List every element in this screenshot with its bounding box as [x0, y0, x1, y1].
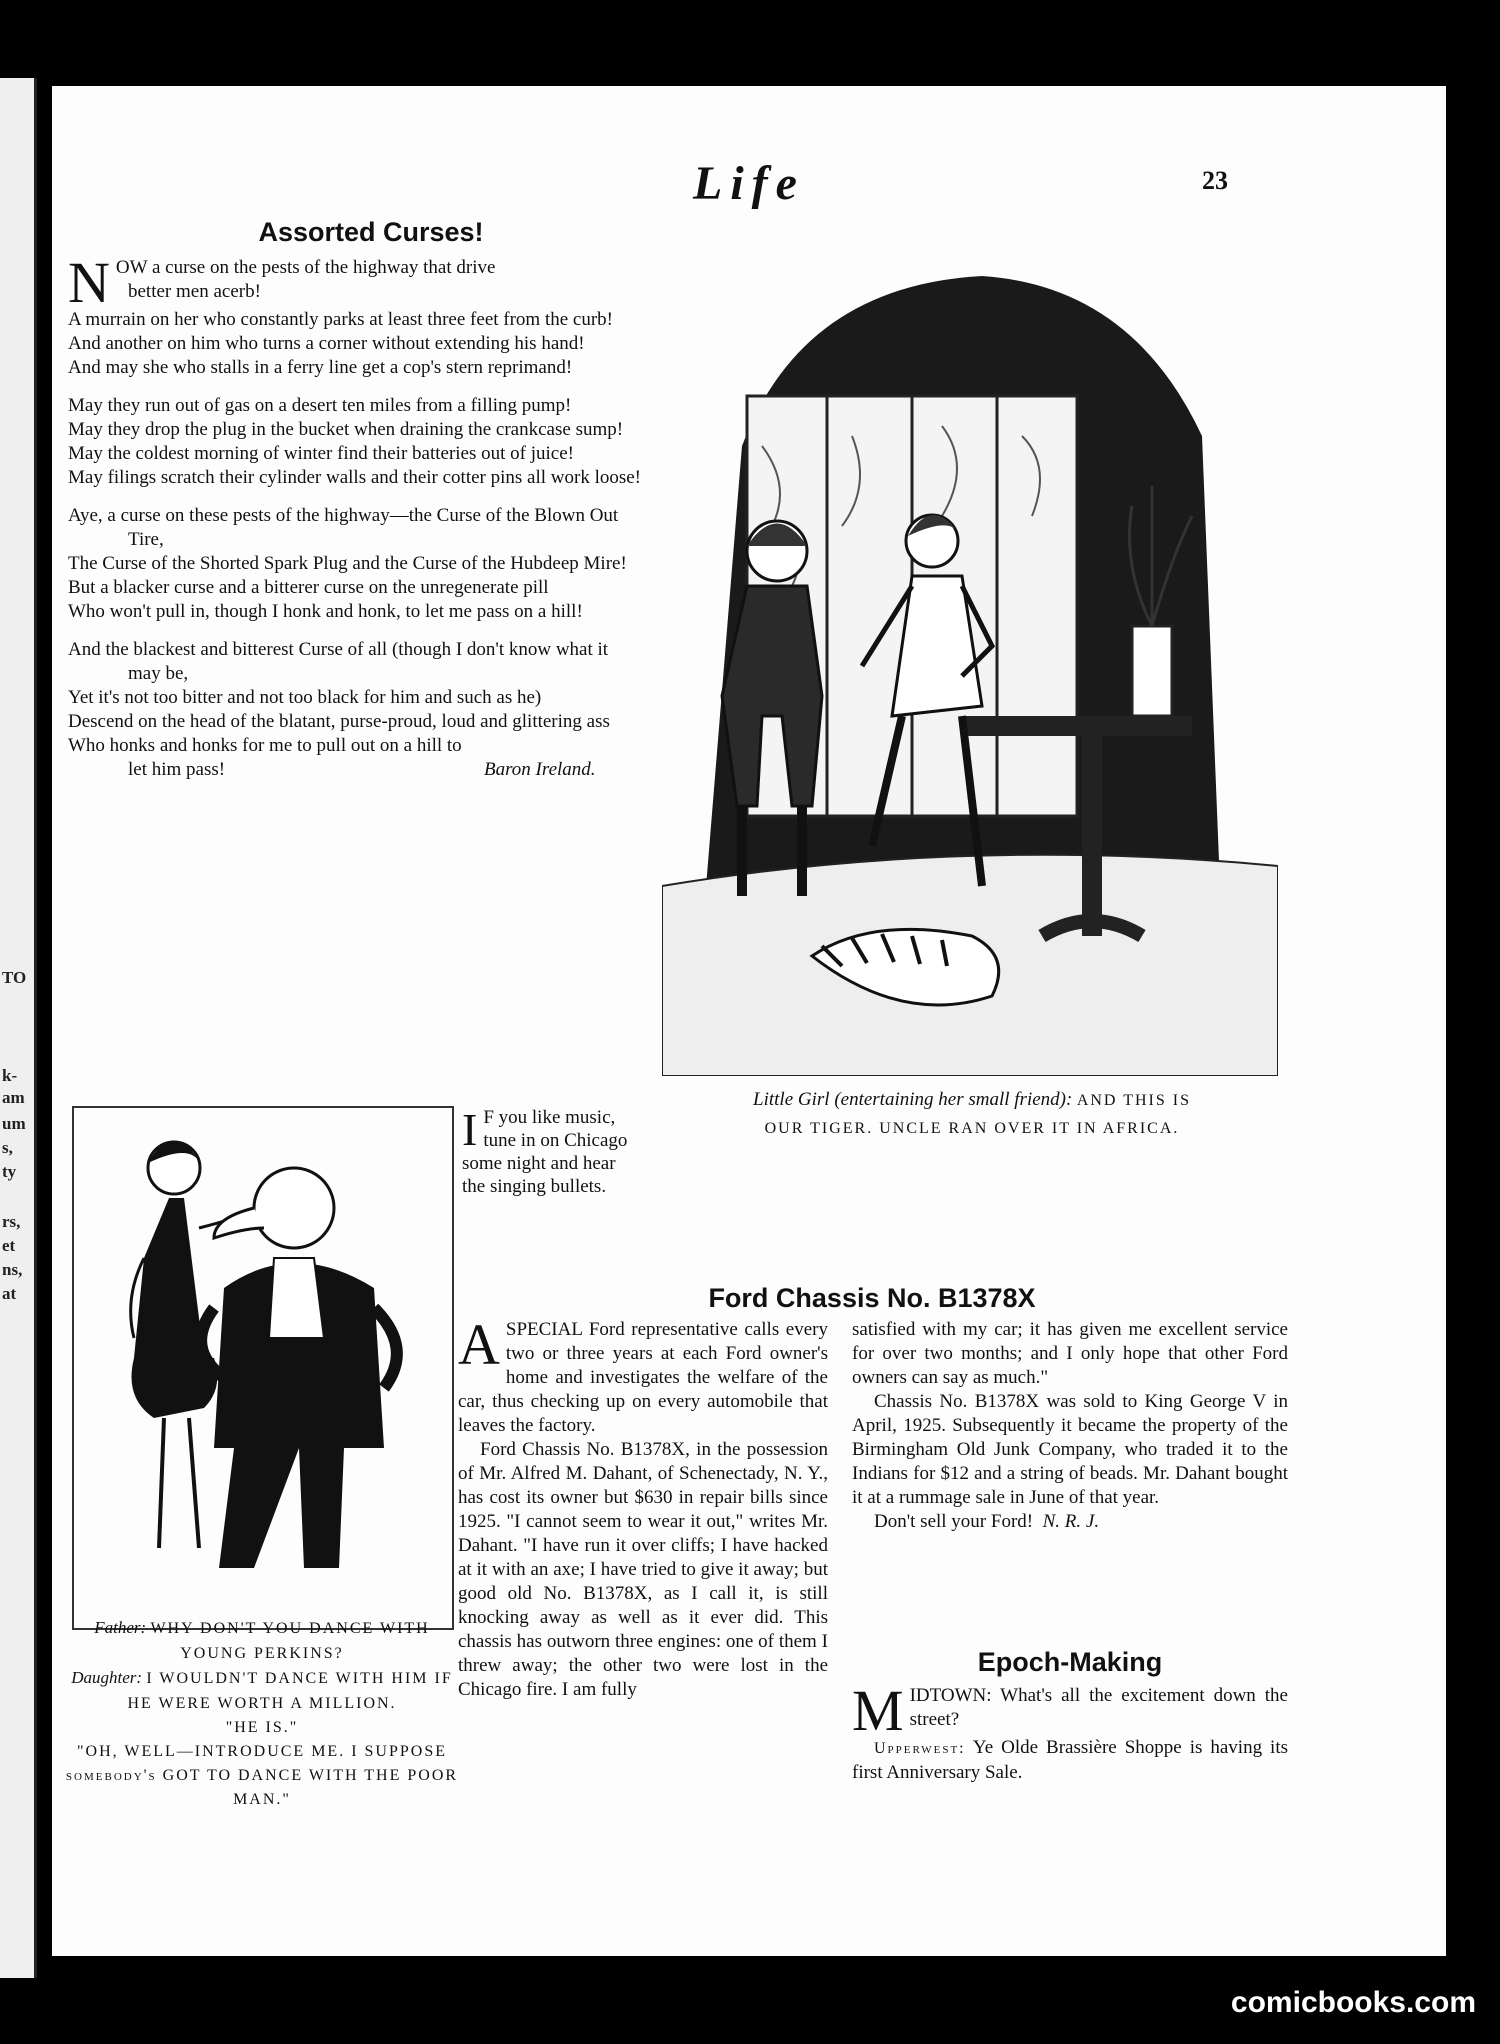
poem-title: Assorted Curses!: [258, 217, 484, 247]
caption-line: "OH, WELL—INTRODUCE ME. I SUPPOSE somebody's GOT TO DANCE WITH THE POOR MAN.": [65, 1743, 459, 1808]
article-paragraph: SPECIAL Ford representative calls every two or three years at each Ford owner's home and investigates the welfare of the car, thus checking up on every automobile that leaves the factory.: [458, 1319, 828, 1436]
poem-line: And may she who stalls in a ferry line get a cop's stern reprimand!: [68, 357, 573, 378]
poem-line: Descend on the head of the blatant, purse-proud, loud and glittering ass: [68, 711, 610, 732]
margin-fragment: ns,: [2, 1260, 23, 1279]
article-paragraph: Chassis No. B1378X was sold to King George V in April, 1925. Subsequently it became the property of the Birmingham Old Junk Company, who traded it to the Indians for $12 and a string of beads. Mr. Dahant bought it at a rummage sale in June of that year.: [852, 1391, 1288, 1508]
poem-line: And another on him who turns a corner without extending his hand!: [68, 333, 585, 354]
poem-line: But a blacker curse and a bitterer curse on the unregenerate pill: [68, 577, 549, 598]
article-column: [458, 1312, 828, 1702]
poem-line: May they run out of gas on a desert ten miles from a filling pump!: [68, 395, 572, 416]
margin-fragment: TO: [2, 968, 27, 987]
caption-speaker: Little Girl (entertaining her small friend):: [753, 1089, 1073, 1110]
caption-line: I WOULDN'T DANCE WITH HIM IF HE WERE WORTH A MILLION.: [127, 1670, 453, 1712]
music-squib: [462, 1106, 642, 1198]
poem-line: And the blackest and bitterest Curse of all (though I don't know what it may be,: [68, 639, 609, 684]
poem-line: The Curse of the Shorted Spark Plug and the Curse of the Hubdeep Mire!: [68, 553, 627, 574]
margin-fragment: ty: [2, 1162, 17, 1181]
margin-fragment: um: [2, 1114, 26, 1133]
dialogue-speaker: Upperwest:: [874, 1740, 966, 1757]
caption-line: AND THIS IS: [1076, 1092, 1191, 1109]
margin-fragment: s,: [2, 1138, 13, 1157]
article-closing: Don't sell your Ford!: [874, 1511, 1034, 1532]
poem-line: let him pass!: [128, 759, 226, 780]
magazine-page: [52, 86, 1446, 1956]
article-signature: N. R. J.: [1042, 1511, 1100, 1532]
drop-cap: A: [458, 1312, 500, 1377]
poem-line: May they drop the plug in the bucket when draining the crankcase sump!: [68, 419, 624, 440]
article-paragraph: satisfied with my car; it has given me excellent service for over two months; and I only hope that other Ford owners can say as much.": [852, 1319, 1288, 1388]
adjacent-page-edge: [0, 78, 37, 1978]
masthead: Life: [693, 157, 805, 210]
poem-assorted-curses: [68, 216, 644, 796]
poem-line: Yet it's not too bitter and not too black for him and such as he): [68, 687, 542, 708]
watermark: comicbooks.com: [1230, 1986, 1476, 2019]
dialogue-line: Ye Olde Brassière Shoppe is having its first Anniversary Sale.: [852, 1737, 1289, 1783]
page-number: 23: [1202, 166, 1228, 195]
drop-cap: N: [68, 250, 110, 315]
squib-text: F you like music, tune in on Chicago some night and hear the singing bullets.: [462, 1107, 628, 1197]
article-paragraph: Ford Chassis No. B1378X, in the possession of Mr. Alfred M. Dahant, of Schenectady, N. Y., has cost its owner but $630 in repair bills since 1925. "I cannot seem to wear it out," writes Mr. Dahant. "I have run it over cliffs; I have hacked at it with an axe; I have tried to give it away; but good old No. B1378X, as I call it, is still knocking away as well as it ever did. This chassis has outworn three engines: one of them I threw away; the other two were lost in the Chicago fire. I am fully: [458, 1439, 828, 1700]
epoch-title: Epoch-Making: [977, 1647, 1163, 1677]
poem-line: Aye, a curse on these pests of the highway—the Curse of the Blown Out Tire,: [68, 505, 619, 550]
poem-line: May the coldest morning of winter find their batteries out of juice!: [68, 443, 574, 464]
margin-fragment: et: [2, 1236, 16, 1255]
epoch-dialogue: [852, 1678, 1289, 1785]
poem-stanza: [68, 250, 644, 380]
dialogue-line: IDTOWN: What's all the excitement down the street?: [909, 1685, 1288, 1730]
poem-stanza: [68, 504, 644, 624]
margin-fragment: at: [2, 1284, 17, 1303]
illustration-drawing: [662, 246, 1278, 1076]
drop-cap: I: [462, 1104, 478, 1155]
poem-line: Who won't pull in, though I honk and honk, to let me pass on a hill!: [68, 601, 583, 622]
poem-line: May filings scratch their cylinder walls and their cotter pins all work loose!: [68, 467, 642, 488]
cartoon-father-daughter: [72, 1106, 454, 1630]
poem-signature: Baron Ireland.: [484, 759, 596, 780]
caption-speaker: Father:: [94, 1618, 147, 1637]
poem-stanza: [68, 638, 644, 782]
margin-fragment: am: [2, 1088, 25, 1107]
margin-fragment: k-: [2, 1066, 18, 1085]
cartoon-caption: [62, 1616, 462, 1812]
illustration-children-tiger-rug: [662, 246, 1278, 1076]
poem-line: Who honks and honks for me to pull out on a hill to: [68, 735, 462, 756]
poem-line: better men acerb!: [128, 281, 261, 302]
caption-speaker: Daughter:: [71, 1668, 143, 1687]
drop-cap: M: [852, 1678, 904, 1743]
cartoon-drawing: [74, 1108, 452, 1628]
article-title: Ford Chassis No. B1378X: [708, 1283, 1036, 1313]
poem-line: A murrain on her who constantly parks at least three feet from the curb!: [68, 309, 614, 330]
caption-line: "HE IS.": [225, 1719, 299, 1736]
poem-line: OW a curse on the pests of the highway that drive: [115, 257, 496, 278]
caption-line: OUR TIGER. UNCLE RAN OVER IT IN AFRICA.: [764, 1120, 1180, 1137]
caption-line: WHY DON'T YOU DANCE WITH YOUNG PERKINS?: [150, 1620, 430, 1662]
illustration-caption: [652, 1086, 1292, 1142]
margin-fragment: rs,: [2, 1212, 21, 1231]
article-column: [852, 1318, 1288, 1534]
poem-stanza: [68, 394, 644, 490]
